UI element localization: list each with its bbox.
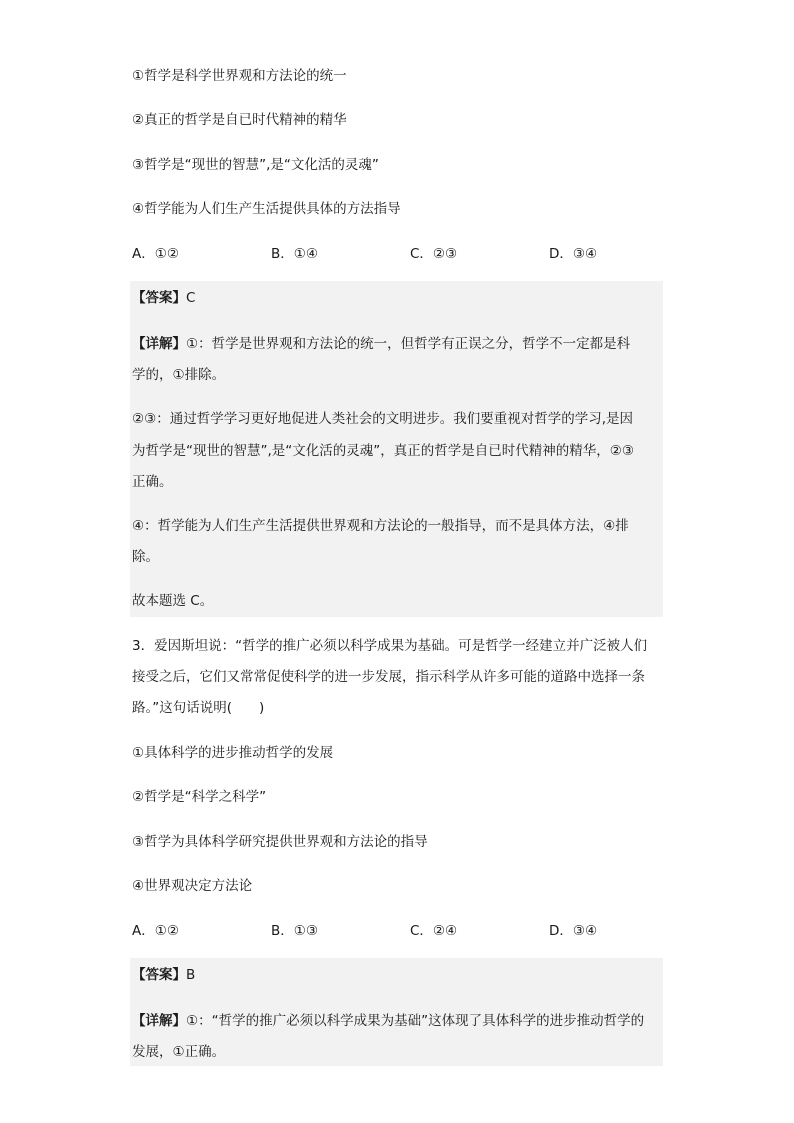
q2-answer-line xyxy=(132,288,195,308)
q3-answer-box xyxy=(130,958,663,1066)
answer-value: C xyxy=(186,290,196,306)
q3-item-1: ①具体科学的进步推动哲学的发展 xyxy=(132,745,334,761)
q3-item-2: ②哲学是“科学之科学” xyxy=(132,789,267,805)
q2-item-4: ④哲学能为人们生产生活提供具体的方法指导 xyxy=(132,201,401,217)
q3-stem-line-3: 路。”这句话说明( ) xyxy=(132,700,265,716)
q3-stem-line-1: 3．爱因斯坦说：“哲学的推广必须以科学成果为基础。可是哲学一经建立并广泛被人们 xyxy=(132,638,648,654)
detail-text: ①：哲学是世界观和方法论的统一，但哲学有正误之分，哲学不一定都是科 xyxy=(186,336,631,352)
q3-detail-line-2: 发展，①正确。 xyxy=(132,1044,226,1060)
answer-tag: 【答案】 xyxy=(132,290,186,306)
q2-detail-line-2: 学的，①排除。 xyxy=(132,367,226,383)
q2-detail-line-3: ②③：通过哲学学习更好地促进人类社会的文明进步。我们要重视对哲学的学习,是因 xyxy=(132,411,633,427)
q3-option-d: D．③④ xyxy=(549,923,598,939)
q2-answer-box xyxy=(130,281,663,617)
answer-value: B xyxy=(186,967,196,983)
q3-item-4: ④世界观决定方法论 xyxy=(132,878,253,894)
q2-detail-line-5: 正确。 xyxy=(132,474,173,490)
q3-option-b: B．①③ xyxy=(271,923,318,939)
q2-option-a: A．①② xyxy=(132,246,179,262)
q2-detail-line-7: 除。 xyxy=(132,549,159,565)
q3-stem-line-2: 接受之后，它们又常常促使科学的进一步发展，指示科学从许多可能的道路中选择一条 xyxy=(132,669,645,685)
q2-option-d: D．③④ xyxy=(549,246,598,262)
detail-tag: 【详解】 xyxy=(132,336,186,352)
q2-option-c: C．②③ xyxy=(410,246,458,262)
q2-item-3: ③哲学是“现世的智慧”,是“文化活的灵魂” xyxy=(132,157,379,173)
q2-detail-line-8: 故本题选 C。 xyxy=(132,593,214,609)
detail-text: ①：“哲学的推广必须以科学成果为基础”这体现了具体科学的进步推动哲学的 xyxy=(186,1013,645,1029)
q2-option-b: B．①④ xyxy=(271,246,318,262)
q2-item-2: ②真正的哲学是自已时代精神的精华 xyxy=(132,112,347,128)
q2-item-1: ①哲学是科学世界观和方法论的统一 xyxy=(132,68,347,84)
q3-detail-line-1 xyxy=(132,1011,644,1031)
q2-detail-line-1 xyxy=(132,334,630,354)
q3-option-c: C．②④ xyxy=(410,923,458,939)
q2-detail-line-6: ④：哲学能为人们生产生活提供世界观和方法论的一般指导，而不是具体方法，④排 xyxy=(132,518,629,534)
detail-tag: 【详解】 xyxy=(132,1013,186,1029)
q3-option-a: A．①② xyxy=(132,923,179,939)
q3-item-3: ③哲学为具体科学研究提供世界观和方法论的指导 xyxy=(132,834,428,850)
answer-tag: 【答案】 xyxy=(132,967,186,983)
q3-answer-line xyxy=(132,965,195,985)
q2-detail-line-4: 为哲学是“现世的智慧”,是“文化活的灵魂”，真正的哲学是自已时代精神的精华，②③ xyxy=(132,443,634,459)
